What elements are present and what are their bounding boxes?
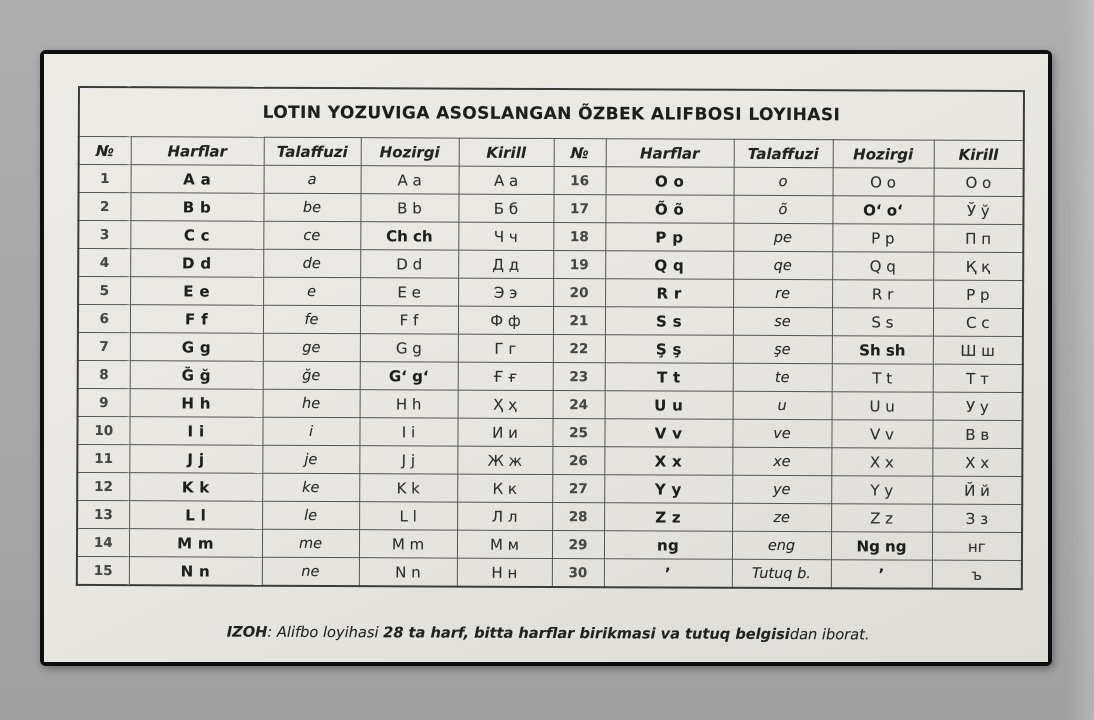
left-no-cell: 12 <box>77 472 129 500</box>
right-hozirgi-cell: ’ <box>831 560 932 589</box>
left-harflar-cell: N n <box>129 557 262 586</box>
table-row <box>78 304 1023 336</box>
right-hozirgi-cell: T t <box>832 364 933 392</box>
left-talaffuzi-cell: ğe <box>263 361 360 389</box>
right-kirill-cell: Х х <box>932 448 1022 476</box>
right-no-cell: 29 <box>552 531 604 559</box>
right-harflar-cell: Z z <box>604 503 732 532</box>
footnote-text-regular-2: dan iborat. <box>789 626 870 644</box>
left-harflar-cell: C c <box>130 221 263 250</box>
right-talaffuzi-cell: ye <box>732 475 831 503</box>
left-no-cell: 9 <box>78 388 130 416</box>
footnote-label: IZOH <box>226 623 268 641</box>
right-talaffuzi-cell: pe <box>733 223 832 251</box>
right-no-cell: 18 <box>553 223 605 251</box>
left-no-cell: 3 <box>78 220 130 248</box>
right-kirill-cell: ъ <box>932 560 1022 589</box>
left-talaffuzi-cell: je <box>262 445 359 473</box>
left-talaffuzi-cell: ne <box>262 557 359 586</box>
right-harflar-cell: Q q <box>605 251 733 280</box>
table-row <box>78 220 1023 252</box>
left-harflar-cell: K k <box>129 473 262 502</box>
left-kirill-cell: Э э <box>458 278 553 306</box>
right-no-cell: 30 <box>552 559 604 588</box>
left-harflar-cell: Ğ ğ <box>130 361 263 390</box>
right-harflar-cell: O o <box>606 167 734 196</box>
table-row <box>77 444 1022 476</box>
right-hozirgi-cell: X x <box>831 448 932 476</box>
left-harflar-cell: G g <box>130 333 263 362</box>
right-kirill-cell: Й й <box>932 476 1022 504</box>
right-kirill-cell: П п <box>933 224 1023 252</box>
left-talaffuzi-cell: ge <box>263 333 360 361</box>
right-harflar-cell: ’ <box>604 559 732 588</box>
right-talaffuzi-cell: re <box>733 279 832 307</box>
left-hozirgi-cell: Ch ch <box>360 222 458 250</box>
right-harflar-cell: U u <box>605 391 733 420</box>
left-no-cell: 15 <box>77 556 129 585</box>
table-row <box>78 360 1023 392</box>
right-kirill-cell: нг <box>932 532 1022 560</box>
left-talaffuzi-cell: ce <box>263 221 360 249</box>
left-no-cell: 6 <box>78 304 130 332</box>
col-header-harflar-left: Harflar <box>131 137 264 166</box>
table-row <box>78 192 1023 224</box>
left-talaffuzi-cell: le <box>262 501 359 529</box>
right-harflar-cell: ng <box>604 531 732 560</box>
left-hozirgi-cell: F f <box>360 306 458 334</box>
table-row <box>78 248 1023 280</box>
right-no-cell: 20 <box>553 279 605 307</box>
right-no-cell: 19 <box>553 251 605 279</box>
left-hozirgi-cell: G g <box>360 334 458 362</box>
right-talaffuzi-cell: se <box>733 307 832 335</box>
right-talaffuzi-cell: u <box>733 391 832 419</box>
col-header-kirill-left: Kirill <box>459 138 554 166</box>
footnote-separator: : <box>267 623 277 641</box>
left-hozirgi-cell: I i <box>359 418 457 446</box>
right-no-cell: 26 <box>552 447 604 475</box>
right-harflar-cell: P p <box>605 223 733 252</box>
left-hozirgi-cell: K k <box>359 474 457 502</box>
left-kirill-cell: М м <box>457 530 552 558</box>
left-harflar-cell: A a <box>131 165 264 194</box>
left-harflar-cell: L l <box>129 501 262 530</box>
page-title: LOTIN YOZUVIGA ASOSLANGAN ÕZBEK ALIFBOSI LOYIHASI <box>79 87 1024 141</box>
right-hozirgi-cell: Sh sh <box>832 336 933 364</box>
footnote-text-regular-1: Alifbo loyihasi <box>276 623 384 642</box>
left-talaffuzi-cell: ke <box>262 473 359 501</box>
left-talaffuzi-cell: be <box>263 193 360 221</box>
right-talaffuzi-cell: ve <box>732 419 831 447</box>
right-harflar-cell: S s <box>605 307 733 336</box>
right-harflar-cell: R r <box>605 279 733 308</box>
table-row <box>77 472 1022 504</box>
right-no-cell: 16 <box>554 167 606 195</box>
photo-frame <box>40 50 1052 666</box>
left-no-cell: 1 <box>79 164 131 192</box>
left-talaffuzi-cell: e <box>263 277 360 305</box>
left-hozirgi-cell: N n <box>359 558 457 587</box>
right-talaffuzi-cell: qe <box>733 251 832 279</box>
left-talaffuzi-cell: me <box>262 529 359 557</box>
left-kirill-cell: Г г <box>458 334 553 362</box>
left-kirill-cell: Ч ч <box>458 222 553 250</box>
table-row <box>79 164 1024 196</box>
left-no-cell: 2 <box>78 192 130 220</box>
right-harflar-cell: Ş ş <box>605 335 733 364</box>
col-header-talaffuzi-right: Talaffuzi <box>734 139 833 167</box>
right-talaffuzi-cell: ze <box>732 503 831 531</box>
left-no-cell: 13 <box>77 500 129 528</box>
right-no-cell: 23 <box>553 363 605 391</box>
right-hozirgi-cell: O o <box>833 168 934 196</box>
right-hozirgi-cell: Ng ng <box>831 532 932 560</box>
left-talaffuzi-cell: a <box>264 165 361 193</box>
right-kirill-cell: Т т <box>933 364 1023 392</box>
left-hozirgi-cell: A a <box>361 166 459 194</box>
left-kirill-cell: Л л <box>457 502 552 530</box>
left-hozirgi-cell: M m <box>359 530 457 558</box>
left-hozirgi-cell: H h <box>360 390 458 418</box>
table-row <box>78 388 1023 420</box>
document-content <box>76 86 1023 644</box>
right-talaffuzi-cell: eng <box>732 531 831 559</box>
right-kirill-cell: У у <box>933 392 1023 420</box>
right-kirill-cell: Ў ў <box>933 196 1023 224</box>
left-hozirgi-cell: Gʻ gʻ <box>360 362 458 390</box>
right-hozirgi-cell: R r <box>832 280 933 308</box>
table-row <box>78 276 1023 308</box>
left-harflar-cell: B b <box>130 193 263 222</box>
left-no-cell: 11 <box>77 444 129 472</box>
col-header-kirill-right: Kirill <box>934 140 1024 168</box>
footnote <box>76 623 1021 644</box>
left-kirill-cell: Ж ж <box>457 446 552 474</box>
right-no-cell: 22 <box>553 335 605 363</box>
col-header-hozirgi-left: Hozirgi <box>361 138 459 166</box>
left-harflar-cell: E e <box>130 277 263 306</box>
header-row <box>79 136 1024 168</box>
left-hozirgi-cell: L l <box>359 502 457 530</box>
right-kirill-cell: Р р <box>933 280 1023 308</box>
left-harflar-cell: M m <box>129 529 262 558</box>
right-no-cell: 25 <box>552 419 604 447</box>
right-kirill-cell: О о <box>934 168 1024 196</box>
left-kirill-cell: Ф ф <box>458 306 553 334</box>
left-no-cell: 8 <box>78 360 130 388</box>
left-kirill-cell: Д д <box>458 250 553 278</box>
right-harflar-cell: T t <box>605 363 733 392</box>
alphabet-table <box>76 86 1025 590</box>
right-talaffuzi-cell: o <box>734 167 833 195</box>
left-kirill-cell: Б б <box>458 194 553 222</box>
left-hozirgi-cell: B b <box>360 194 458 222</box>
right-hozirgi-cell: U u <box>832 392 933 420</box>
right-no-cell: 28 <box>552 503 604 531</box>
left-kirill-cell: Н н <box>457 558 552 587</box>
left-kirill-cell: Ғ ғ <box>458 362 553 390</box>
table-row <box>77 416 1022 448</box>
right-talaffuzi-cell: õ <box>733 195 832 223</box>
right-talaffuzi-cell: te <box>733 363 832 391</box>
right-kirill-cell: З з <box>932 504 1022 532</box>
col-header-hozirgi-right: Hozirgi <box>833 140 934 168</box>
right-hozirgi-cell: Oʻ oʻ <box>832 196 933 224</box>
footnote-text-bold: 28 ta harf, bitta harflar birikmasi va tutuq belgisi <box>383 624 790 644</box>
right-no-cell: 21 <box>553 307 605 335</box>
right-hozirgi-cell: Y y <box>831 476 932 504</box>
left-harflar-cell: H h <box>130 389 263 418</box>
right-hozirgi-cell: S s <box>832 308 933 336</box>
right-no-cell: 17 <box>553 195 605 223</box>
table-row <box>78 332 1023 364</box>
table-row <box>77 500 1022 532</box>
col-header-talaffuzi-left: Talaffuzi <box>264 137 361 165</box>
right-hozirgi-cell: V v <box>831 420 932 448</box>
left-hozirgi-cell: E e <box>360 278 458 306</box>
table-row <box>77 556 1022 589</box>
left-no-cell: 5 <box>78 276 130 304</box>
right-kirill-cell: В в <box>932 420 1022 448</box>
right-harflar-cell: V v <box>604 419 732 448</box>
right-talaffuzi-cell: xe <box>732 447 831 475</box>
left-talaffuzi-cell: de <box>263 249 360 277</box>
left-no-cell: 4 <box>78 248 130 276</box>
right-no-cell: 27 <box>552 475 604 503</box>
right-kirill-cell: Қ қ <box>933 252 1023 280</box>
col-header-harflar-right: Harflar <box>606 139 734 168</box>
left-no-cell: 10 <box>77 416 129 444</box>
col-header-no-left: № <box>79 136 131 164</box>
left-no-cell: 7 <box>78 332 130 360</box>
col-header-no-right: № <box>554 139 606 167</box>
right-talaffuzi-cell: şe <box>733 335 832 363</box>
table-row <box>77 528 1022 560</box>
document-paper <box>44 54 1048 662</box>
left-kirill-cell: И и <box>457 418 552 446</box>
left-talaffuzi-cell: fe <box>263 305 360 333</box>
left-talaffuzi-cell: i <box>262 417 359 445</box>
left-talaffuzi-cell: he <box>263 389 360 417</box>
title-row <box>79 87 1024 141</box>
left-no-cell: 14 <box>77 528 129 556</box>
left-kirill-cell: К к <box>457 474 552 502</box>
left-kirill-cell: А а <box>459 166 554 194</box>
left-hozirgi-cell: J j <box>359 446 457 474</box>
right-no-cell: 24 <box>553 391 605 419</box>
right-hozirgi-cell: Q q <box>832 252 933 280</box>
right-talaffuzi-cell: Tutuq b. <box>732 559 831 588</box>
right-harflar-cell: Y y <box>604 475 732 504</box>
alphabet-table-body <box>77 164 1024 589</box>
left-harflar-cell: J j <box>129 445 262 474</box>
left-kirill-cell: Ҳ ҳ <box>458 390 553 418</box>
left-harflar-cell: D d <box>130 249 263 278</box>
right-harflar-cell: X x <box>604 447 732 476</box>
left-hozirgi-cell: D d <box>360 250 458 278</box>
right-kirill-cell: С с <box>933 308 1023 336</box>
left-harflar-cell: I i <box>129 417 262 446</box>
right-harflar-cell: Õ õ <box>605 195 733 224</box>
left-harflar-cell: F f <box>130 305 263 334</box>
right-hozirgi-cell: Z z <box>831 504 932 532</box>
right-kirill-cell: Ш ш <box>933 336 1023 364</box>
right-hozirgi-cell: P p <box>832 224 933 252</box>
